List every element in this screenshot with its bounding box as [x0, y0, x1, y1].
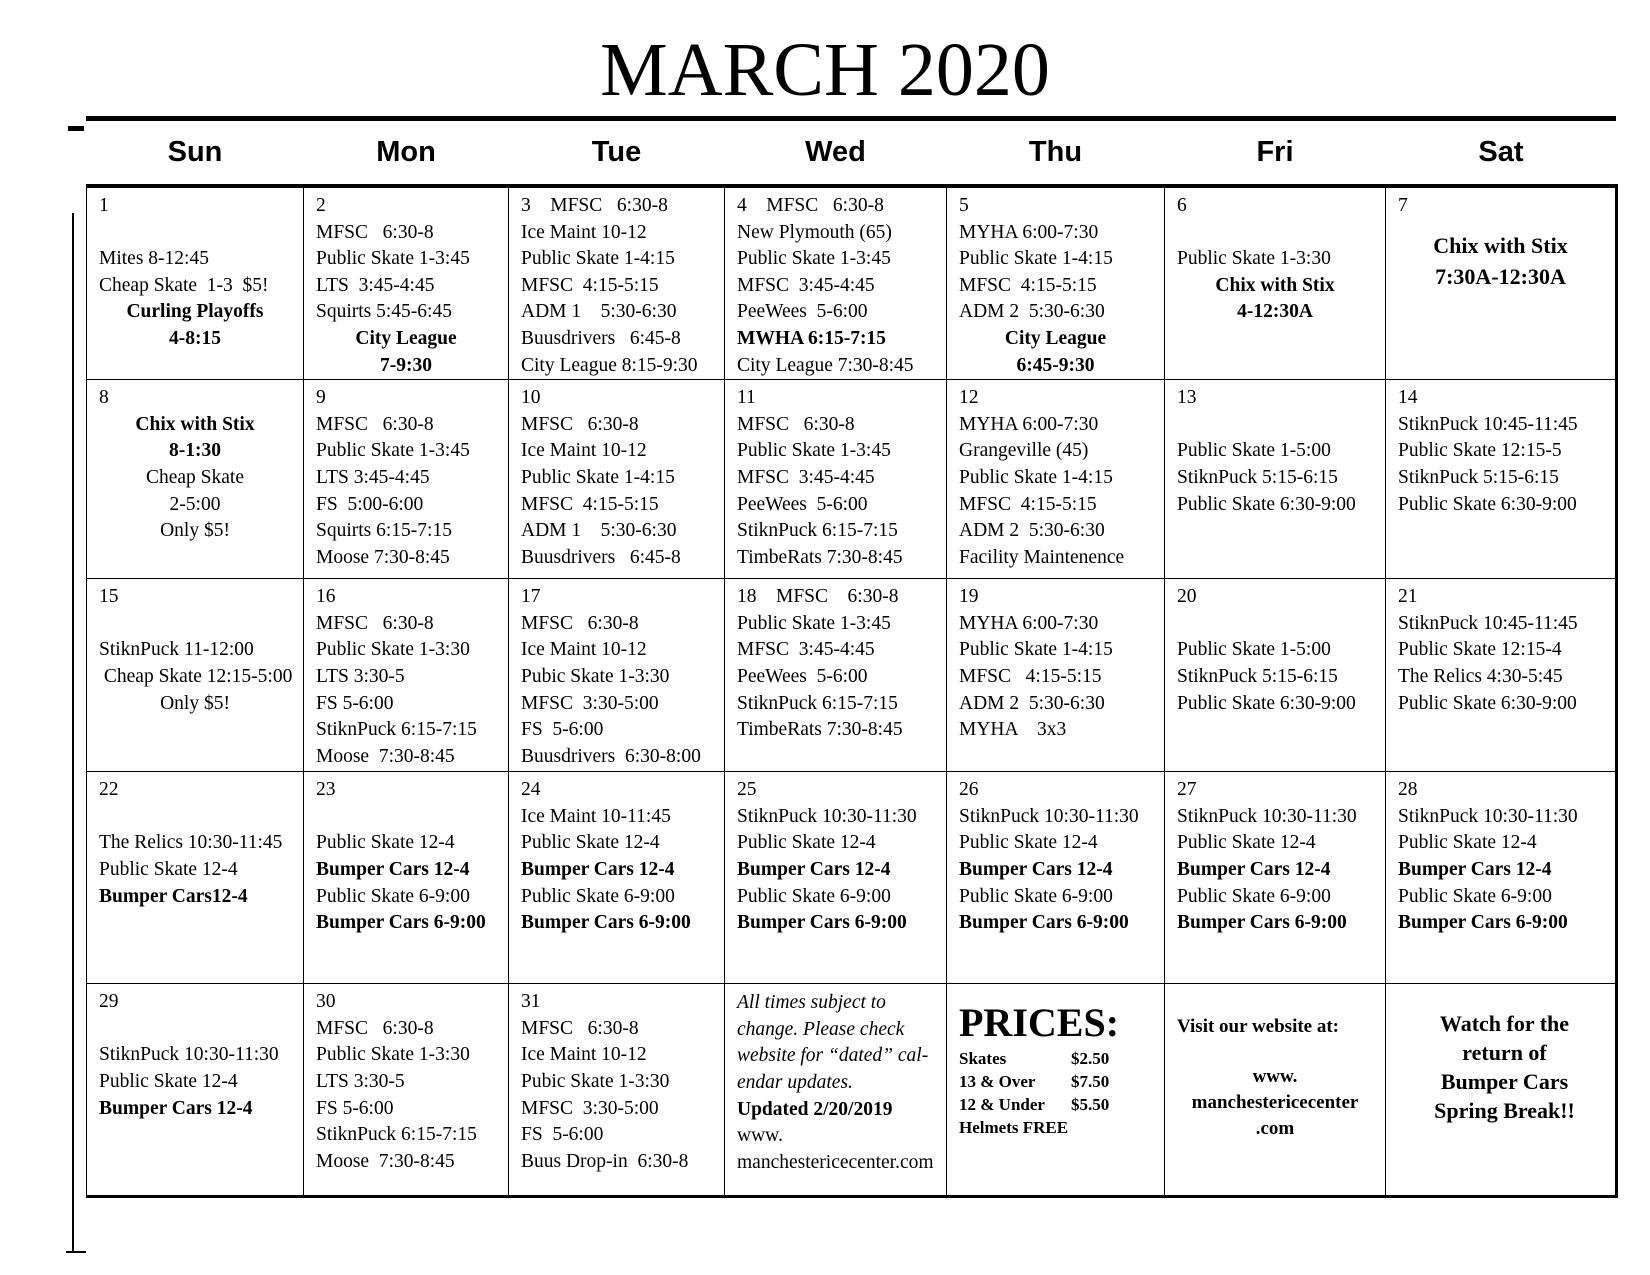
day-cell: [304, 380, 509, 579]
blank-line: [1177, 220, 1381, 247]
event-line: MWHA 6:15-7:15: [737, 327, 886, 349]
event-line: The Relics 10:30-11:45: [99, 832, 283, 854]
event-line: MFSC 6:30-8: [737, 413, 855, 435]
day-cell: [725, 772, 947, 984]
event-line: 2-5:00: [169, 493, 221, 515]
update-note: [725, 984, 947, 1197]
event-line: Buusdrivers 6:45-8: [521, 327, 681, 349]
day-cell: [304, 984, 509, 1197]
event-line: Pubic Skate 1-3:30: [521, 1070, 670, 1092]
event-line: Only $5!: [160, 520, 230, 542]
event-line: LTS 3:30-5: [316, 1070, 405, 1092]
event-line: Public Skate 12-4: [99, 858, 238, 880]
event-line: MFSC 3:30-5:00: [521, 1097, 659, 1119]
event-line: Public Skate 12:15-5: [1398, 440, 1562, 462]
day-number: 17: [521, 586, 541, 608]
watch-line: return of: [1462, 1040, 1547, 1066]
day-cell: [947, 579, 1165, 772]
day-cell: [725, 186, 947, 380]
event-line: Public Skate 12-4: [1177, 832, 1316, 854]
event-line: Ice Maint 10-11:45: [521, 805, 671, 827]
day-number: 12: [959, 387, 979, 409]
watch-line: Spring Break!!: [1434, 1098, 1575, 1124]
day-cell: [947, 772, 1165, 984]
event-line: ADM 2 5:30-6:30: [959, 520, 1105, 542]
price-row: [959, 1093, 1160, 1116]
event-line: MFSC 4:15-5:15: [959, 493, 1097, 515]
day-cell: [509, 186, 725, 380]
event-line: Ice Maint 10-12: [521, 221, 647, 243]
prices-box: [947, 984, 1165, 1197]
event-line: ADM 1 5:30-6:30: [521, 301, 677, 323]
day-number: 15: [99, 586, 119, 608]
event-line: StiknPuck 5:15-6:15: [1177, 665, 1338, 687]
event-line: Public Skate 6:30-9:00: [1398, 692, 1577, 714]
event-line: StiknPuck 10:45-11:45: [1398, 612, 1578, 634]
event-line: Buusdrivers 6:30-8:00: [521, 745, 701, 767]
event-line: Public Skate 12:15-4: [1398, 639, 1562, 661]
event-line: 8-1:30: [169, 440, 221, 462]
website-url: manchestericecenter: [1191, 1092, 1359, 1114]
event-line: Buus Drop-in 6:30-8: [521, 1150, 689, 1172]
event-line: MFSC 4:15-5:15: [521, 274, 659, 296]
event-line: StiknPuck 6:15-7:15: [737, 520, 898, 542]
event-line: FS 5:00-6:00: [316, 493, 424, 515]
day-number: 16: [316, 586, 336, 608]
day-cell: [509, 984, 725, 1197]
event-line: PeeWees 5-6:00: [737, 665, 868, 687]
watch-line: Bumper Cars: [1440, 1069, 1569, 1095]
day-number: 2: [316, 195, 326, 216]
event-line: MFSC 3:45-4:45: [737, 274, 875, 296]
event-line: Bumper Cars 6-9:00: [1398, 912, 1568, 934]
event-line: Bumper Cars 12-4: [99, 1097, 253, 1119]
event-line: Chix with Stix: [1215, 274, 1335, 296]
day-cell: [947, 380, 1165, 579]
event-line: MFSC 6:30-8: [316, 413, 434, 435]
event-line: LTS 3:30-5: [316, 665, 405, 687]
event-line: Cheap Skate 1-3 $5!: [99, 274, 269, 296]
event-line: Cheap Skate: [145, 466, 244, 488]
weekday-thu: Thu: [947, 121, 1165, 186]
day-number: 8: [99, 387, 109, 409]
event-line: Buusdrivers 6:45-8: [521, 546, 681, 568]
event-line: Pubic Skate 1-3:30: [521, 665, 670, 687]
weekday-wed: Wed: [725, 121, 947, 186]
blank-line: [1177, 611, 1381, 638]
event-line: MYHA 3x3: [959, 719, 1067, 741]
event-line: Public Skate 1-3:30: [316, 639, 470, 661]
event-line: Ice Maint 10-12: [521, 639, 647, 661]
event-line: Bumper Cars 12-4: [1398, 858, 1552, 880]
day-cell: [725, 579, 947, 772]
day-cell: [1165, 579, 1386, 772]
day-cell: [87, 772, 304, 984]
week-row: [87, 186, 1617, 380]
blank-line: [99, 611, 299, 638]
day-cell: [725, 380, 947, 579]
spacer: [1177, 1040, 1381, 1064]
event-line: New Plymouth (65): [737, 221, 892, 243]
margin-decoration: [68, 126, 84, 131]
update-date: Updated 2/20/2019: [737, 1098, 893, 1120]
event-line: 4-8:15: [169, 327, 221, 349]
event-line: Moose 7:30-8:45: [316, 745, 455, 767]
day-number: 28: [1398, 779, 1418, 801]
blank-line: [99, 220, 299, 247]
event-line: Bumper Cars 6-9:00: [959, 912, 1129, 934]
price-value: $5.50: [1071, 1095, 1110, 1115]
event-line: MFSC 3:45-4:45: [737, 466, 875, 488]
event-line: 6:45-9:30: [1016, 354, 1095, 376]
event-line: 7:30A-12:30A: [1435, 263, 1566, 289]
margin-decoration: [66, 1251, 86, 1253]
event-line: Cheap Skate 12:15-5:00: [99, 665, 293, 687]
event-line: Curling Playoffs: [126, 301, 264, 323]
day-number: 25: [737, 779, 757, 801]
price-label: Skates: [959, 1049, 1007, 1069]
event-line: Chix with Stix: [135, 413, 255, 435]
price-row: [959, 1070, 1160, 1093]
event-line: Public Skate 6:30-9:00: [1177, 692, 1356, 714]
event-line: Public Skate 1-3:45: [737, 440, 891, 462]
price-row: [959, 1047, 1160, 1070]
event-line: PeeWees 5-6:00: [737, 493, 868, 515]
blank-line: [99, 1016, 299, 1043]
day-number: 6: [1177, 195, 1187, 216]
event-line: StiknPuck 6:15-7:15: [737, 692, 898, 714]
event-line: Bumper Cars12-4: [99, 885, 248, 907]
day-number: 23: [316, 779, 336, 801]
day-number: 31: [521, 991, 541, 1013]
price-label: 13 & Over: [959, 1072, 1036, 1092]
event-line: Public Skate 1-4:15: [959, 466, 1113, 488]
event-line: Public Skate 1-3:30: [316, 1044, 470, 1066]
event-line: MYHA 6:00-7:30: [959, 413, 1099, 435]
event-line: Public Skate 12-4: [959, 832, 1098, 854]
event-line: Public Skate 1-3:45: [737, 248, 891, 270]
event-line: Public Skate 1-4:15: [521, 466, 675, 488]
day-cell: [1386, 186, 1617, 380]
event-line: Public Skate 12-4: [737, 832, 876, 854]
calendar-grid: [86, 121, 1618, 1198]
day-cell: [304, 772, 509, 984]
event-line: Public Skate 1-4:15: [959, 639, 1113, 661]
event-line: Bumper Cars 12-4: [737, 858, 891, 880]
day-cell: [1165, 772, 1386, 984]
day-number: 27: [1177, 779, 1197, 801]
event-line: Bumper Cars 6-9:00: [1177, 912, 1347, 934]
day-cell: [1386, 579, 1617, 772]
event-line: StiknPuck 5:15-6:15: [1177, 466, 1338, 488]
day-cell: [509, 380, 725, 579]
event-line: LTS 3:45-4:45: [316, 466, 430, 488]
event-line: Public Skate 1-4:15: [959, 248, 1113, 270]
day-number: 7: [1398, 195, 1408, 216]
event-line: Public Skate 6-9:00: [1398, 885, 1552, 907]
event-line: Public Skate 1-4:15: [521, 248, 675, 270]
event-line: Public Skate 1-3:45: [737, 612, 891, 634]
day-cell: [1165, 380, 1386, 579]
event-line: Public Skate 6-9:00: [737, 885, 891, 907]
event-line: Chix with Stix: [1433, 232, 1568, 258]
event-line: Public Skate 6:30-9:00: [1398, 493, 1577, 515]
day-cell: [1165, 186, 1386, 380]
event-line: StiknPuck 10:30-11:30: [959, 805, 1139, 827]
event-line: MFSC 6:30-8: [521, 413, 639, 435]
day-cell: [509, 579, 725, 772]
event-line: Squirts 5:45-6:45: [316, 301, 452, 323]
event-line: City League: [1004, 327, 1107, 349]
day-cell: [304, 579, 509, 772]
weekday-sun: Sun: [87, 121, 304, 186]
event-line: Public Skate 1-5:00: [1177, 639, 1331, 661]
event-line: StiknPuck 10:30-11:30: [1177, 805, 1357, 827]
price-value: $2.50: [1071, 1049, 1110, 1069]
price-value: $7.50: [1071, 1072, 1110, 1092]
watch-line: Watch for the: [1439, 1011, 1570, 1037]
day-number: 22: [99, 779, 119, 801]
weekday-fri: Fri: [1165, 121, 1386, 186]
watch-box: [1386, 984, 1617, 1197]
event-line: Facility Maintenence: [959, 546, 1125, 568]
event-line: MFSC 6:30-8: [521, 1017, 639, 1039]
website-url: www.: [1252, 1066, 1298, 1088]
day-number: 18 MFSC 6:30-8: [737, 586, 899, 608]
day-cell: [87, 186, 304, 380]
event-line: MFSC 6:30-8: [316, 612, 434, 634]
event-line: Bumper Cars 12-4: [959, 858, 1113, 880]
weekday-sat: Sat: [1386, 121, 1617, 186]
event-line: Ice Maint 10-12: [521, 440, 647, 462]
day-number: 14: [1398, 387, 1418, 409]
day-number: 10: [521, 387, 541, 409]
day-number: 1: [99, 195, 109, 216]
event-line: ADM 1 5:30-6:30: [521, 520, 677, 542]
event-line: StiknPuck 11-12:00: [99, 639, 254, 661]
page-title: MARCH 2020: [600, 28, 1050, 112]
event-line: Squirts 6:15-7:15: [316, 520, 452, 542]
event-line: City League: [355, 327, 457, 349]
event-line: Bumper Cars 12-4: [1177, 858, 1331, 880]
event-line: MFSC 6:30-8: [521, 612, 639, 634]
day-number: 4 MFSC 6:30-8: [737, 195, 884, 216]
day-cell: [304, 186, 509, 380]
day-number: 24: [521, 779, 541, 801]
event-line: 7-9:30: [380, 354, 432, 376]
note-url: manchestericecenter.com: [737, 1151, 934, 1173]
week-row: [87, 984, 1617, 1197]
day-number: 5: [959, 195, 969, 216]
event-line: ADM 2 5:30-6:30: [959, 692, 1105, 714]
event-line: TimbeRats 7:30-8:45: [737, 719, 903, 741]
event-line: Public Skate 6-9:00: [959, 885, 1113, 907]
event-line: Public Skate 1-3:45: [316, 440, 470, 462]
event-line: StiknPuck 10:30-11:30: [99, 1044, 279, 1066]
day-number: 30: [316, 991, 336, 1013]
event-line: FS 5-6:00: [316, 692, 394, 714]
event-line: Public Skate 6:30-9:00: [1177, 493, 1356, 515]
event-line: PeeWees 5-6:00: [737, 301, 868, 323]
day-number: 21: [1398, 586, 1418, 608]
calendar-body: [87, 186, 1617, 1197]
event-line: FS 5-6:00: [316, 1097, 394, 1119]
event-line: MYHA 6:00-7:30: [959, 221, 1099, 243]
event-line: Ice Maint 10-12: [521, 1044, 647, 1066]
event-line: StiknPuck 10:30-11:30: [1398, 805, 1578, 827]
event-line: StiknPuck 6:15-7:15: [316, 719, 477, 741]
event-line: Bumper Cars 12-4: [521, 858, 675, 880]
note-url: www.: [737, 1125, 783, 1147]
day-number: 11: [737, 387, 756, 409]
day-number: 13: [1177, 387, 1197, 409]
day-number: 9: [316, 387, 326, 409]
event-line: The Relics 4:30-5:45: [1398, 665, 1563, 687]
day-cell: [1386, 772, 1617, 984]
event-line: Moose 7:30-8:45: [316, 546, 450, 568]
day-cell: [1386, 380, 1617, 579]
event-line: MFSC 4:15-5:15: [959, 665, 1102, 687]
event-line: LTS 3:45-4:45: [316, 274, 435, 296]
week-row: [87, 579, 1617, 772]
event-line: Mites 8-12:45: [99, 248, 209, 270]
day-number: 19: [959, 586, 979, 608]
event-line: 4-12:30A: [1237, 301, 1313, 323]
helmets-note: Helmets FREE: [959, 1118, 1069, 1138]
week-row: [87, 380, 1617, 579]
day-cell: [87, 984, 304, 1197]
event-line: MFSC 6:30-8: [316, 221, 434, 243]
event-line: TimbeRats 7:30-8:45: [737, 546, 903, 568]
event-line: FS 5-6:00: [521, 1124, 604, 1146]
day-number: 20: [1177, 586, 1197, 608]
day-cell: [87, 579, 304, 772]
day-number: 26: [959, 779, 979, 801]
event-line: Public Skate 1-5:00: [1177, 440, 1331, 462]
website-box: [1165, 984, 1386, 1197]
event-line: Public Skate 1-3:45: [316, 248, 470, 270]
event-line: MFSC 6:30-8: [316, 1017, 434, 1039]
event-line: Bumper Cars 6-9:00: [737, 912, 907, 934]
event-line: MFSC 4:15-5:15: [521, 493, 659, 515]
event-line: StiknPuck 5:15-6:15: [1398, 466, 1559, 488]
event-line: MFSC 3:45-4:45: [737, 639, 875, 661]
event-line: Public Skate 6-9:00: [1177, 885, 1331, 907]
price-label: 12 & Under: [959, 1095, 1045, 1115]
event-line: Public Skate 6-9:00: [521, 885, 675, 907]
event-line: Public Skate 12-4: [99, 1070, 238, 1092]
event-line: Public Skate 12-4: [521, 832, 660, 854]
event-line: Only $5!: [160, 692, 230, 714]
update-note-text: All times subject to change. Please check website for “dated” cal-endar updates.: [737, 992, 929, 1093]
event-line: StiknPuck 10:30-11:30: [737, 805, 917, 827]
blank-line: [1177, 412, 1381, 439]
weekday-tue: Tue: [509, 121, 725, 186]
event-line: Bumper Cars 12-4: [316, 858, 470, 880]
event-line: Grangeville (45): [959, 440, 1089, 462]
event-line: Public Skate 12-4: [1398, 832, 1537, 854]
blank-line: [99, 804, 299, 831]
week-row: [87, 772, 1617, 984]
event-line: FS 5-6:00: [521, 719, 604, 741]
day-cell: [509, 772, 725, 984]
event-line: City League 7:30-8:45: [737, 354, 914, 376]
event-line: Bumper Cars 6-9:00: [316, 912, 486, 934]
event-line: MFSC 3:30-5:00: [521, 692, 659, 714]
day-cell: [87, 380, 304, 579]
event-line: Public Skate 1-3:30: [1177, 248, 1331, 270]
event-line: Public Skate 6-9:00: [316, 885, 470, 907]
prices-heading: PRICES:: [959, 1000, 1120, 1046]
event-line: MYHA 6:00-7:30: [959, 612, 1099, 634]
event-line: StiknPuck 10:45-11:45: [1398, 413, 1578, 435]
website-url: .com: [1255, 1118, 1295, 1140]
margin-decoration: [72, 213, 74, 1253]
event-line: MFSC 4:15-5:15: [959, 274, 1097, 296]
event-line: ADM 2 5:30-6:30: [959, 301, 1105, 323]
blank-line: [316, 804, 504, 831]
event-line: Public Skate 12-4: [316, 832, 455, 854]
website-label: Visit our website at:: [1177, 1016, 1340, 1038]
weekday-mon: Mon: [304, 121, 509, 186]
event-line: City League 8:15-9:30: [521, 354, 698, 376]
day-cell: [947, 186, 1165, 380]
event-line: Moose 7:30-8:45: [316, 1150, 455, 1172]
day-number: 29: [99, 991, 119, 1013]
day-number: 3 MFSC 6:30-8: [521, 195, 668, 216]
event-line: StiknPuck 6:15-7:15: [316, 1124, 477, 1146]
event-line: Bumper Cars 6-9:00: [521, 912, 691, 934]
weekday-header: [87, 121, 1617, 186]
